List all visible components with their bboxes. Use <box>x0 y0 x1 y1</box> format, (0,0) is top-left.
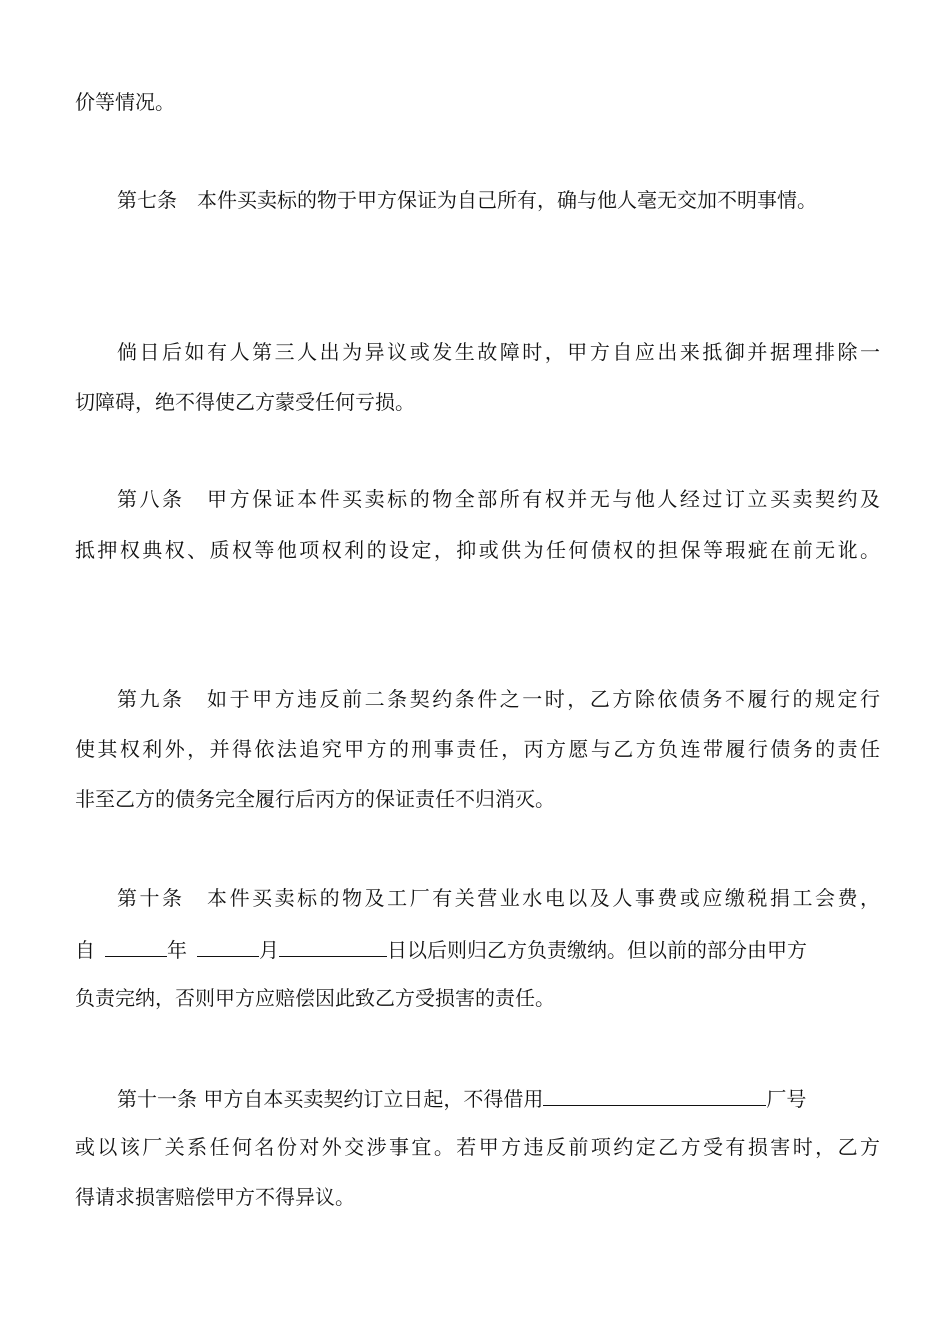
paragraph-line: 或以该厂关系任何名份对外交涉事宜。若甲方违反前项约定乙方受有损害时，乙方 <box>75 1135 880 1159</box>
blank-year-field[interactable] <box>105 934 167 957</box>
blank-day-field[interactable] <box>279 934 387 957</box>
paragraph-line: 负责完纳，否则甲方应赔偿因此致乙方受损害的责任。 <box>75 986 555 1010</box>
article-8-line: 第八条 甲方保证本件买卖标的物全部所有权并无与他人经过订立买卖契约及 <box>117 487 880 511</box>
paragraph-line: 非至乙方的债务完全履行后丙方的保证责任不归消灭。 <box>75 787 555 811</box>
article-11-line <box>117 1083 880 1113</box>
paragraph-line-with-blanks <box>75 934 880 964</box>
text-segment: 日以后则归乙方负责缴纳。但以前的部分由甲方 <box>387 938 807 962</box>
blank-factory-name-field[interactable] <box>543 1083 766 1106</box>
text-segment: 厂号 <box>766 1087 807 1111</box>
text-segment: 第十一条 甲方自本买卖契约订立日起，不得借用 <box>117 1087 544 1111</box>
paragraph-line: 倘日后如有人第三人出为异议或发生故障时，甲方自应出来抵御并据理排除一 <box>117 340 880 364</box>
article-7-line: 第七条 本件买卖标的物于甲方保证为自己所有，确与他人毫无交加不明事情。 <box>117 188 817 212</box>
paragraph-line: 价等情况。 <box>75 90 175 114</box>
text-segment: 年 <box>167 938 187 962</box>
text-segment: 自 <box>75 938 95 962</box>
paragraph-line: 得请求损害赔偿甲方不得异议。 <box>75 1185 355 1209</box>
paragraph-line: 抵押权典权、质权等他项权利的设定，抑或供为任何债权的担保等瑕疵在前无讹。 <box>75 538 880 562</box>
text-segment: 月 <box>259 938 279 962</box>
paragraph-line: 使其权利外，并得依法追究甲方的刑事责任，丙方愿与乙方负连带履行债务的责任 <box>75 737 880 761</box>
blank-month-field[interactable] <box>197 934 259 957</box>
article-9-line: 第九条 如于甲方违反前二条契约条件之一时，乙方除依债务不履行的规定行 <box>117 687 880 711</box>
article-10-line: 第十条 本件买卖标的物及工厂有关营业水电以及人事费或应缴税捐工会费， <box>117 886 880 910</box>
paragraph-line: 切障碍，绝不得使乙方蒙受任何亏损。 <box>75 390 415 414</box>
